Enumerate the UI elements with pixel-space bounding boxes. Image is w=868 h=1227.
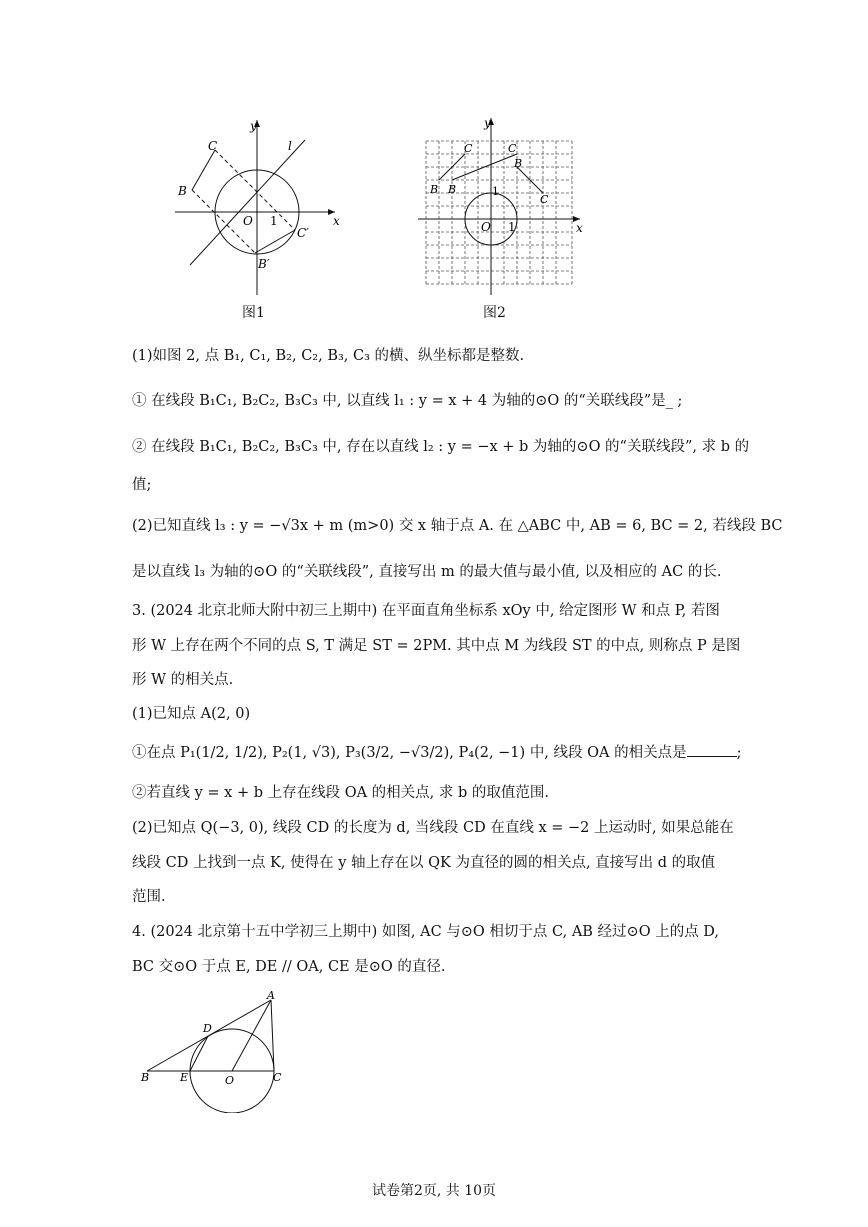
q3-part1: (1)已知点 A(2, 0) bbox=[132, 706, 251, 722]
q3-sub1-suffix: 中, 线段 OA 的相关点是 bbox=[529, 745, 687, 761]
svg-text:B: B bbox=[448, 183, 457, 196]
q4-line2: BC 交⊙O 于点 E, DE // OA, CE 是⊙O 的直径. bbox=[132, 959, 446, 975]
svg-text:C′: C′ bbox=[297, 226, 309, 240]
q3-part2-line3: 范围. bbox=[132, 889, 166, 905]
figure-1-caption: 图1 bbox=[242, 305, 265, 321]
svg-text:B: B bbox=[430, 183, 439, 196]
svg-text:B′: B′ bbox=[258, 257, 270, 271]
fig3-label-b: B bbox=[141, 1071, 150, 1084]
svg-text:1: 1 bbox=[270, 214, 278, 228]
q2-part2-line1: (2)已知直线 l₃ : y = −√3x + m (m>0) 交 x 轴于点 A. 在 △ABC 中, AB = 6, BC = 2, 若线段 BC bbox=[132, 518, 783, 534]
svg-text:1: 1 bbox=[508, 220, 516, 234]
fig3-label-o: O bbox=[225, 1074, 235, 1087]
answer-blank[interactable] bbox=[687, 742, 737, 757]
svg-text:C: C bbox=[508, 142, 517, 155]
q3-part2-line2: 线段 CD 上找到一点 K, 使得在 y 轴上存在以 QK 为直径的圆的相关点, 直接写出 d 的取值 bbox=[132, 855, 716, 871]
svg-text:l: l bbox=[288, 139, 292, 153]
fig3-label-a: A bbox=[267, 989, 275, 1002]
svg-text:y: y bbox=[484, 116, 491, 130]
q3-line1: 3. (2024 北京北师大附中初三上期中) 在平面直角坐标系 xOy 中, 给定图形 W 和点 P, 若图 bbox=[132, 603, 720, 619]
svg-text:C: C bbox=[464, 142, 473, 155]
figure-3 bbox=[135, 988, 305, 1113]
svg-text:O: O bbox=[243, 214, 253, 228]
fig3-label-e: E bbox=[180, 1071, 189, 1084]
figure-2 bbox=[418, 115, 588, 300]
fig3-label-c: C bbox=[273, 1071, 282, 1084]
svg-text:B: B bbox=[514, 157, 523, 170]
q4-line1: 4. (2024 北京第十五中学初三上期中) 如图, AC 与⊙O 相切于点 C, AB 经过⊙O 上的点 D, bbox=[132, 924, 720, 940]
q3-sub1-points: P₁(1/2, 1/2), P₂(1, √3), P₃(3/2, −√3/2), P₄(2, −1) bbox=[180, 745, 526, 761]
svg-text:O: O bbox=[481, 220, 491, 234]
fig3-label-d: D bbox=[203, 1022, 212, 1035]
figure-1 bbox=[170, 115, 350, 300]
q3-line2: 形 W 上存在两个不同的点 S, T 满足 ST = 2PM. 其中点 M 为线段 ST 的中点, 则称点 P 是图 bbox=[132, 638, 741, 654]
q3-line3: 形 W 的相关点. bbox=[132, 672, 234, 688]
svg-text:B: B bbox=[178, 184, 187, 198]
q2-sub1: ① 在线段 B₁C₁, B₂C₂, B₃C₃ 中, 以直线 l₁ : y = x + 4 为轴的⊙O 的“关联线段”是_ ; bbox=[132, 393, 683, 409]
svg-text:x: x bbox=[576, 221, 583, 235]
q2-sub2-line1: ② 在线段 B₁C₁, B₂C₂, B₃C₃ 中, 存在以直线 l₂ : y = −x + b 为轴的⊙O 的“关联线段”, 求 b 的 bbox=[132, 439, 750, 455]
q3-sub1 bbox=[132, 742, 742, 763]
q3-part2-line1: (2)已知点 Q(−3, 0), 线段 CD 的长度为 d, 当线段 CD 在直线 x = −2 上运动时, 如果总能在 bbox=[132, 820, 734, 836]
q3-sub2: ②若直线 y = x + b 上存在线段 OA 的相关点, 求 b 的取值范围. bbox=[132, 785, 550, 801]
svg-text:y: y bbox=[250, 119, 257, 133]
q2-part1-intro: (1)如图 2, 点 B₁, C₁, B₂, C₂, B₃, C₃ 的横、纵坐标都是整数. bbox=[132, 348, 525, 364]
svg-text:x: x bbox=[333, 214, 340, 228]
q3-sub1-prefix: ①在点 bbox=[132, 745, 176, 761]
page-footer: 试卷第2页, 共 10页 bbox=[371, 1183, 497, 1199]
q2-sub2-line2: 值; bbox=[132, 477, 152, 493]
q3-sub1-end: ; bbox=[736, 745, 742, 761]
q2-part2-line2: 是以直线 l₃ 为轴的⊙O 的“关联线段”, 直接写出 m 的最大值与最小值, 以及相应的 AC 的长. bbox=[132, 564, 722, 580]
svg-text:C: C bbox=[208, 139, 218, 153]
svg-text:C: C bbox=[540, 193, 549, 206]
svg-text:1: 1 bbox=[492, 185, 499, 198]
figure-2-caption: 图2 bbox=[483, 305, 506, 321]
